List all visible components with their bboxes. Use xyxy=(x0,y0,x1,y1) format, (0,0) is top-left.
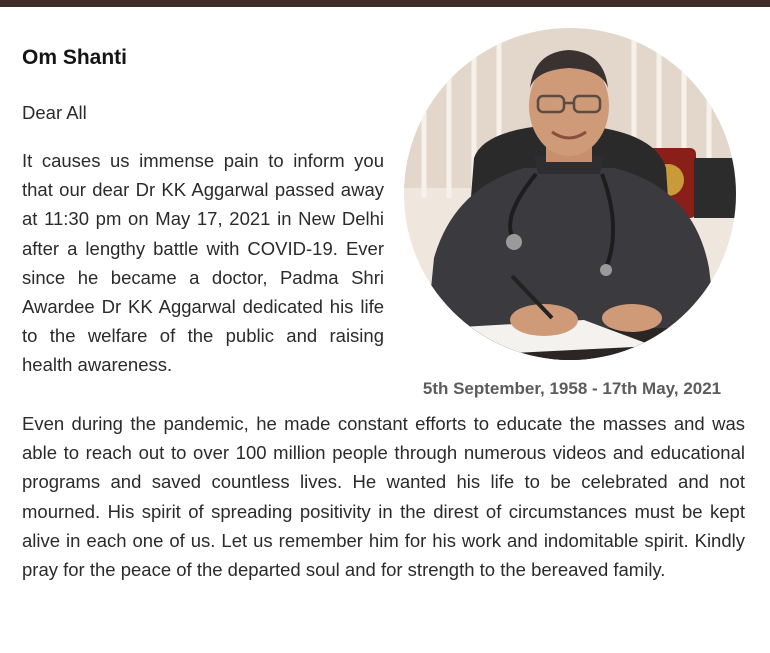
greeting-text: Dear All xyxy=(22,102,87,123)
page-title: Om Shanti xyxy=(22,46,128,69)
announcement-paragraph: It causes us immense pain to inform you that our dear Dr KK Aggarwal passed away at 11:30 pm on May 17, 2021 in New Delhi after a lengthy battle with COVID-19. Ever since he became a doctor, Padma Shri Awardee Dr KK Aggarwal dedicated his life to the welfare of the public and raising health awareness. xyxy=(22,150,384,376)
portrait-photo xyxy=(404,28,736,360)
tribute-paragraph: Even during the pandemic, he made constant efforts to educate the masses and was able to reach out to over 100 million people through numerous videos and educational programs and saved countless lives. He wanted his life to be celebrated and not mourned. His spirit of spreading positivity in the direst of circumstances must be kept alive in each one of us. Let us remember him for his work and indomitable spirit. Kindly pray for the peace of the departed soul and for strength to the bereaved family. xyxy=(22,413,745,581)
portrait-caption-dates: 5th September, 1958 - 17th May, 2021 xyxy=(422,379,722,398)
top-bar xyxy=(0,0,770,7)
